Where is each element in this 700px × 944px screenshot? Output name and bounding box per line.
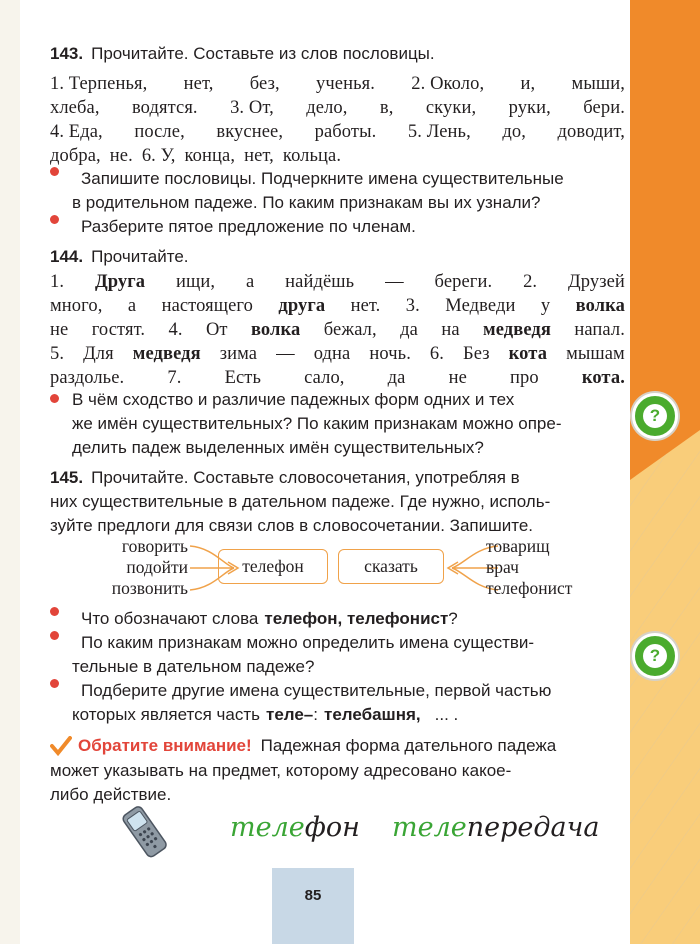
word: бежал, [323,320,377,340]
right-word: телефонист [486,578,573,598]
question-badge-icon: ? [632,393,678,439]
bullet-icon [50,607,59,616]
word: 4. Еда, [50,122,103,142]
text-line [50,96,625,120]
exercise-143-instruction: 143. Прочитайте. Составьте из слов пословицы. [50,44,435,63]
right-word: врач [486,557,519,577]
word: 5. [50,344,65,364]
word: а [245,272,255,292]
word: 2. [523,272,538,292]
word: не [50,320,69,340]
word: без, [249,74,280,94]
bullet-icon [50,394,59,403]
text-line [50,270,625,294]
exercise-145-tasks: Что обозначают слова телефон, телефонист ? По каким признакам можно определить имена существи- тельные в дательном падеже? Подберите другие имена существительные, первой частью которых является часть теле– : телебашня, ... . [50,607,625,727]
word: Друга [94,272,146,292]
text-line [50,144,625,168]
left-word: говорить [121,536,188,556]
word: нет, [183,74,214,94]
text-line [50,72,625,96]
word: не. [109,146,133,166]
word: не [448,368,467,388]
bullet-icon [50,679,59,688]
exercise-143-text [50,72,625,168]
exercise-145-instruction: 145. Прочитайте. Составьте словосочетания, употребляя в них существительные в дательном падеже. Где нужно, исполь- зуйте предлоги для связи слов в словосочетании. Запишите. [50,468,551,535]
word: 7. [167,368,182,388]
word: настоящего [161,296,253,316]
word: напал. [574,320,625,340]
word: хлеба, [50,98,100,118]
word: добра, [50,146,101,166]
word: нет. [350,296,381,316]
word: Для [83,344,114,364]
word: 3. [405,296,420,316]
text-line [50,318,625,342]
word: 6. [429,344,444,364]
word: ночь. [369,344,411,364]
mobile-phone-icon [120,802,172,862]
word: 4. [168,320,183,340]
text-line [50,120,625,144]
word: сало, [304,368,345,388]
word: на [441,320,460,340]
script-word-telefon: телефон [230,812,360,843]
word: доводит, [557,122,625,142]
word: руки, [508,98,551,118]
page-number: 85 [272,868,354,944]
word: у [540,296,551,316]
bullet-icon [50,631,59,640]
right-word: товарищ [486,536,550,556]
textbook-page [20,0,630,944]
word: 6. У, [141,146,176,166]
word: Медведи [445,296,516,316]
word: мышам [566,344,625,364]
word: 1. Терпенья, [50,74,148,94]
word: и, [520,74,536,94]
question-badge-icon: ? [632,633,678,679]
word: волка [250,320,301,340]
word: кота [508,344,548,364]
script-word-teleperedacha: телепередача [392,812,600,843]
checkmark-icon [50,736,72,756]
left-word: подойти [126,557,188,577]
word: мыши, [571,74,625,94]
word: бери. [583,98,625,118]
left-word: позвонить [111,578,188,598]
word: скуки, [425,98,477,118]
word: волка [575,296,625,316]
word: кольца. [282,146,342,166]
exercise-144-instruction: 144. Прочитайте. [50,247,189,266]
text-line [50,366,625,390]
word: после, [134,122,185,142]
word: а [127,296,137,316]
word: От [205,320,228,340]
word: — [385,272,404,292]
word: да [400,320,418,340]
word: вкуснее, [216,122,284,142]
word: кота. [581,368,625,388]
word: конца, [184,146,236,166]
word: медведя [483,320,551,340]
word: медведя [132,344,201,364]
word: водятся. [131,98,198,118]
word: 1. [50,272,65,292]
exercise-143-tasks: Запишите пословицы. Подчеркните имена существительные в родительном падеже. По каким признакам вы их узнали? Разберите пятое предложение по членам. [50,167,625,239]
exercise-144-text [50,270,625,390]
word: ищи, [176,272,216,292]
word: зима [219,344,258,364]
word: — [276,344,295,364]
word: в, [379,98,394,118]
word: до, [502,122,526,142]
word-box-telefon: телефон [218,549,328,584]
bullet-icon [50,167,59,176]
word: 3. От, [230,98,274,118]
word: Есть [224,368,261,388]
word: береги. [434,272,493,292]
attention-note: Обратите внимание! Падежная форма дательного падежа может указывать на предмет, которому адресовано какое- либо действие. [50,736,557,804]
word: 5. Лень, [407,122,471,142]
word: 2. Около, [411,74,485,94]
word: дело, [306,98,348,118]
word: Друзей [568,272,625,292]
word: одна [313,344,351,364]
word: нет, [244,146,274,166]
word: найдёшь [285,272,355,292]
word: да [387,368,406,388]
text-line [50,294,625,318]
word: ученья. [316,74,375,94]
word: про [510,368,539,388]
word: гостят. [91,320,146,340]
word: много, [50,296,103,316]
exercise-144-question: В чём сходство и различие падежных форм одних и тех же имён существительных? По каким признакам можно опре- делить падеж выделенных имён существительных? [50,388,625,460]
bullet-icon [50,215,59,224]
word: раздолье. [50,368,125,388]
word: Без [463,344,490,364]
text-line [50,342,625,366]
word: работы. [314,122,377,142]
word: друга [278,296,326,316]
word-box-skazat: сказать [338,549,444,584]
